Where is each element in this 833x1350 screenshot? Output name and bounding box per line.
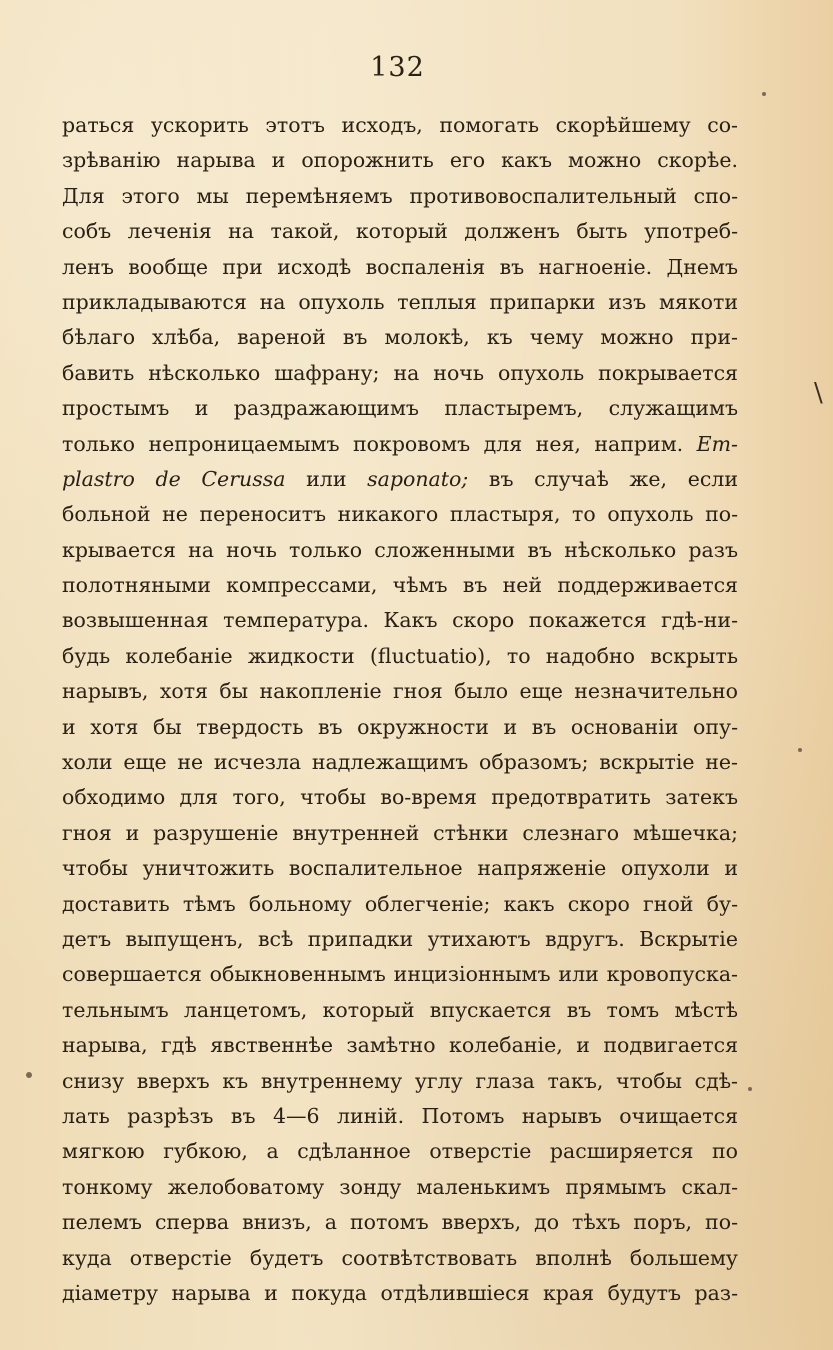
text-line: Для этого мы перемѣняемъ противовоспалительный спо- xyxy=(62,183,738,208)
text-line: тельнымъ ланцетомъ, который впускается въ томъ мѣстѣ xyxy=(62,997,738,1022)
text-run: только непроницаемымъ покровомъ для нея, наприм. xyxy=(62,431,697,456)
page-number: 132 xyxy=(370,52,425,83)
text-line: бѣлаго хлѣба, вареной въ молокѣ, къ чему можно при- xyxy=(62,325,738,350)
text-line: гноя и разрушеніе внутренней стѣнки слезнаго мѣшечка; xyxy=(62,820,738,845)
paper-speck xyxy=(798,748,802,752)
text-line: чтобы уничтожить воспалительное напряженіе опухоли и xyxy=(62,856,738,881)
text-line: полотняными компрессами, чѣмъ въ ней поддерживается xyxy=(62,573,738,598)
text-line: обходимо для того, чтобы во-время предотвратить затекъ xyxy=(62,785,738,810)
text-line: прикладываются на опухоль теплыя припарки изъ мякоти xyxy=(62,289,738,314)
text-line xyxy=(62,462,738,497)
text-line: діаметру нарыва и покуда отдѣлившіеся края будутъ раз- xyxy=(62,1280,738,1305)
italic-text: Em- xyxy=(696,431,738,456)
text-line: куда отверстіе будетъ соотвѣтствовать вполнѣ большему xyxy=(62,1245,738,1270)
paper-speck xyxy=(26,1072,32,1078)
text-line: тонкому желобоватому зонду маленькимъ прямымъ скал- xyxy=(62,1174,738,1199)
text-line: нарыва, гдѣ явственнѣе замѣтно колебаніе, и подвигается xyxy=(62,1033,738,1058)
text-line: совершается обыкновеннымъ инцизіоннымъ или кровопуска- xyxy=(62,962,738,987)
text-line: ленъ вообще при исходѣ воспаленія въ нагноеніе. Днемъ xyxy=(62,254,738,279)
text-line: лать разрѣзъ въ 4—6 линій. Потомъ нарывъ очищается xyxy=(62,1103,738,1128)
text-line: доставить тѣмъ больному облегченіе; какъ скоро гной бу- xyxy=(62,891,738,916)
text-line: нарывъ, хотя бы накопленіе гноя было еще незначительно xyxy=(62,679,738,704)
text-run: или xyxy=(285,466,368,491)
text-line: простымъ и раздражающимъ пластыремъ, служащимъ xyxy=(62,396,738,421)
text-line: мягкою губкою, а сдѣланное отверстіе расширяется по xyxy=(62,1139,738,1164)
text-line: зрѣванію нарыва и опорожнить его какъ можно скорѣе. xyxy=(62,148,738,173)
text-line: пелемъ сперва внизъ, а потомъ вверхъ, до тѣхъ поръ, по- xyxy=(62,1210,738,1235)
text-line: бавить нѣсколько шафрану; на ночь опухоль покрывается xyxy=(62,360,738,385)
text-line: раться ускорить этотъ исходъ, помогать скорѣйшему со- xyxy=(62,113,738,137)
text-line: больной не переноситъ никакого пластыря, то опухоль по- xyxy=(62,502,738,527)
margin-mark: \ xyxy=(814,378,823,408)
text-run: въ случаѣ же, если xyxy=(468,466,738,491)
text-line: крывается на ночь только сложенными въ нѣсколько разъ xyxy=(62,537,738,562)
italic-text: plastro de Cerussa xyxy=(62,466,286,491)
paper-speck xyxy=(762,92,766,96)
text-line: собъ леченія на такой, который долженъ быть употреб- xyxy=(62,219,738,244)
paper-speck xyxy=(748,1087,752,1091)
text-line xyxy=(62,427,738,462)
body-text xyxy=(62,108,738,1311)
text-line: будь колебаніе жидкости (fluctuatio), то надобно вскрыть xyxy=(62,643,738,668)
text-line: и хотя бы твердость въ окружности и въ основаніи опу- xyxy=(62,714,738,739)
italic-text: saponato; xyxy=(367,466,469,491)
text-line: детъ выпущенъ, всѣ припадки утихаютъ вдругъ. Вскрытіе xyxy=(62,926,738,951)
text-line: холи еще не исчезла надлежащимъ образомъ; вскрытіе не- xyxy=(62,750,738,775)
text-line: возвышенная температура. Какъ скоро покажется гдѣ-ни- xyxy=(62,608,738,633)
text-line: снизу вверхъ къ внутреннему углу глаза такъ, чтобы сдѣ- xyxy=(62,1068,738,1093)
